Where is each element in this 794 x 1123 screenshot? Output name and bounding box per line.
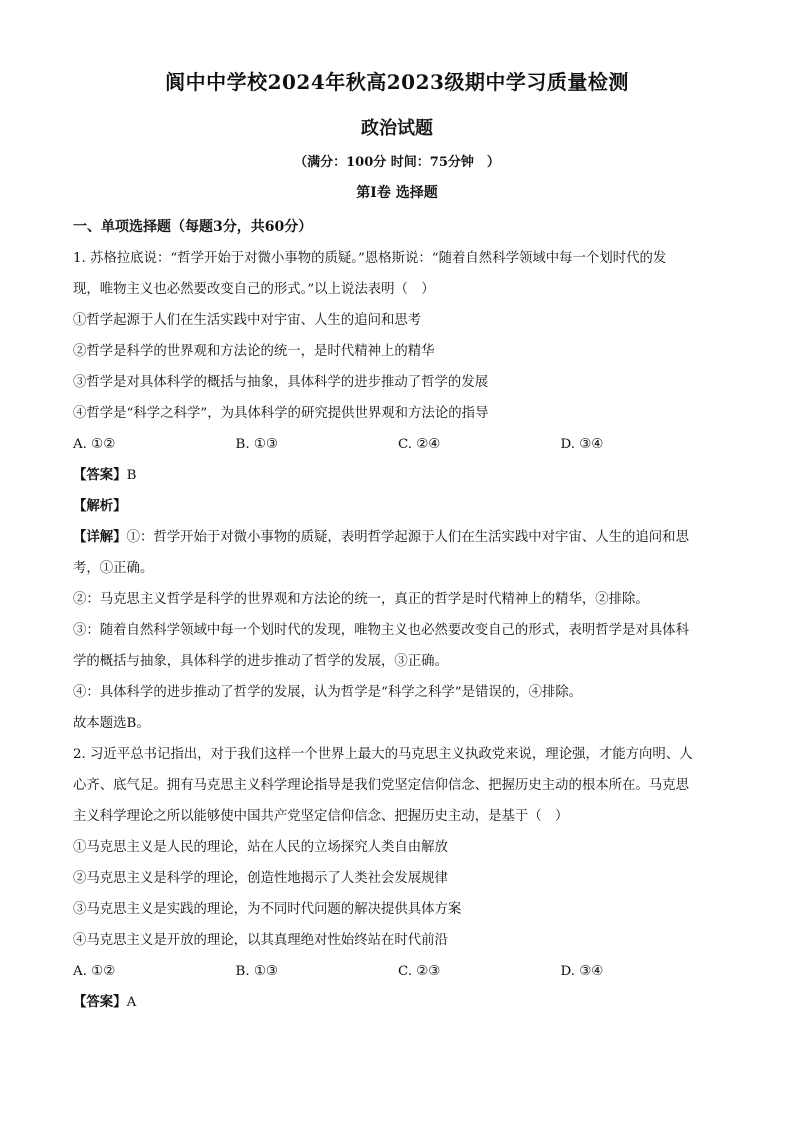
- q1-statement: ②哲学是科学的世界观和方法论的统一，是时代精神上的精华: [73, 344, 435, 359]
- q2-stem-line: 心齐、底气足。拥有马克思主义科学理论指导是我们党坚定信仰信念、把握历史主动的根本所在。马克思: [73, 778, 689, 793]
- q1-detail: [73, 522, 723, 553]
- q2-option-d: D. ③④: [560, 964, 604, 979]
- subject-title: 政治试题: [361, 118, 433, 139]
- q1-option-a: A. ①②: [73, 437, 116, 452]
- q1-statement: ①哲学起源于人们在生活实践中对宇宙、人生的追问和思考: [73, 313, 422, 328]
- exam-meta: （满分：100分 时间：75分钟 ）: [294, 155, 500, 170]
- exam-content: [73, 212, 723, 1018]
- q1-detail-line: ④：具体科学的进步推动了哲学的发展，认为哲学是“科学之科学”是错误的，④排除。: [73, 685, 583, 700]
- analysis-tag: 【解析】: [73, 498, 127, 514]
- q1-stem-line: 现，唯物主义也必然要改变自己的形式。”以上说法表明（ ）: [73, 282, 435, 297]
- q1-option-c: C. ②④: [398, 437, 441, 452]
- q2-statement: ②马克思主义是科学的理论，创造性地揭示了人类社会发展规律: [73, 871, 448, 886]
- q2-statement: ①马克思主义是人民的理论，站在人民的立场探究人类自由解放: [73, 840, 448, 855]
- q2-stem-line: 主义科学理论之所以能够使中国共产党坚定信仰信念、把握历史主动，是基于（ ）: [73, 809, 569, 824]
- volume-title: 第Ⅰ卷 选择题: [356, 185, 438, 201]
- section-heading: 一、单项选择题（每题3分，共60分）: [73, 219, 313, 235]
- q2-option-b: B. ①③: [235, 964, 278, 979]
- q2-statement: ④马克思主义是开放的理论，以其真理绝对性始终站在时代前沿: [73, 933, 448, 948]
- q2-answer: [73, 987, 723, 1018]
- q2-option-c: C. ②③: [398, 964, 441, 979]
- q2-option-a: A. ①②: [73, 964, 116, 979]
- q1-answer: [73, 460, 723, 491]
- q1-statement: ④哲学是“科学之科学”，为具体科学的研究提供世界观和方法论的指导: [73, 406, 489, 421]
- q2-statement: ③马克思主义是实践的理论，为不同时代问题的解决提供具体方案: [73, 902, 462, 917]
- answer-tag: 【答案】: [73, 994, 127, 1010]
- q1-stem-line: 1. 苏格拉底说：“哲学开始于对微小事物的质疑。”恩格斯说：“随着自然科学领域中每一个划时代的发: [73, 251, 667, 266]
- q1-conclusion: 故本题选B。: [73, 716, 150, 731]
- answer-value: B: [126, 468, 137, 483]
- exam-title: 阆中中学校2024年秋高2023级期中学习质量检测: [165, 70, 629, 94]
- answer-tag: 【答案】: [73, 467, 127, 483]
- q1-detail-line: 考，①正确。: [73, 561, 154, 576]
- detail-text: ①：哲学开始于对微小事物的质疑，表明哲学起源于人们在生活实践中对宇宙、人生的追问和思: [126, 530, 689, 545]
- answer-value: A: [126, 995, 137, 1010]
- q1-statement: ③哲学是对具体科学的概括与抽象，具体科学的进步推动了哲学的发展: [73, 375, 489, 390]
- q2-stem-line: 2. 习近平总书记指出，对于我们这样一个世界上最大的马克思主义执政党来说，理论强，才能方向明、人: [73, 747, 693, 762]
- q1-detail-line: ②：马克思主义哲学是科学的世界观和方法论的统一，真正的哲学是时代精神上的精华，②排除。: [73, 592, 649, 607]
- q1-options: [73, 429, 723, 460]
- q1-detail-line: 学的概括与抽象，具体科学的进步推动了哲学的发展，③正确。: [73, 654, 448, 669]
- q1-option-b: B. ①③: [235, 437, 278, 452]
- q1-detail-line: ③：随着自然科学领域中每一个划时代的发现，唯物主义也必然要改变自己的形式，表明哲学是对具体科: [73, 623, 689, 638]
- q2-options: [73, 956, 723, 987]
- q1-option-d: D. ③④: [560, 437, 604, 452]
- detail-tag: 【详解】: [73, 529, 127, 545]
